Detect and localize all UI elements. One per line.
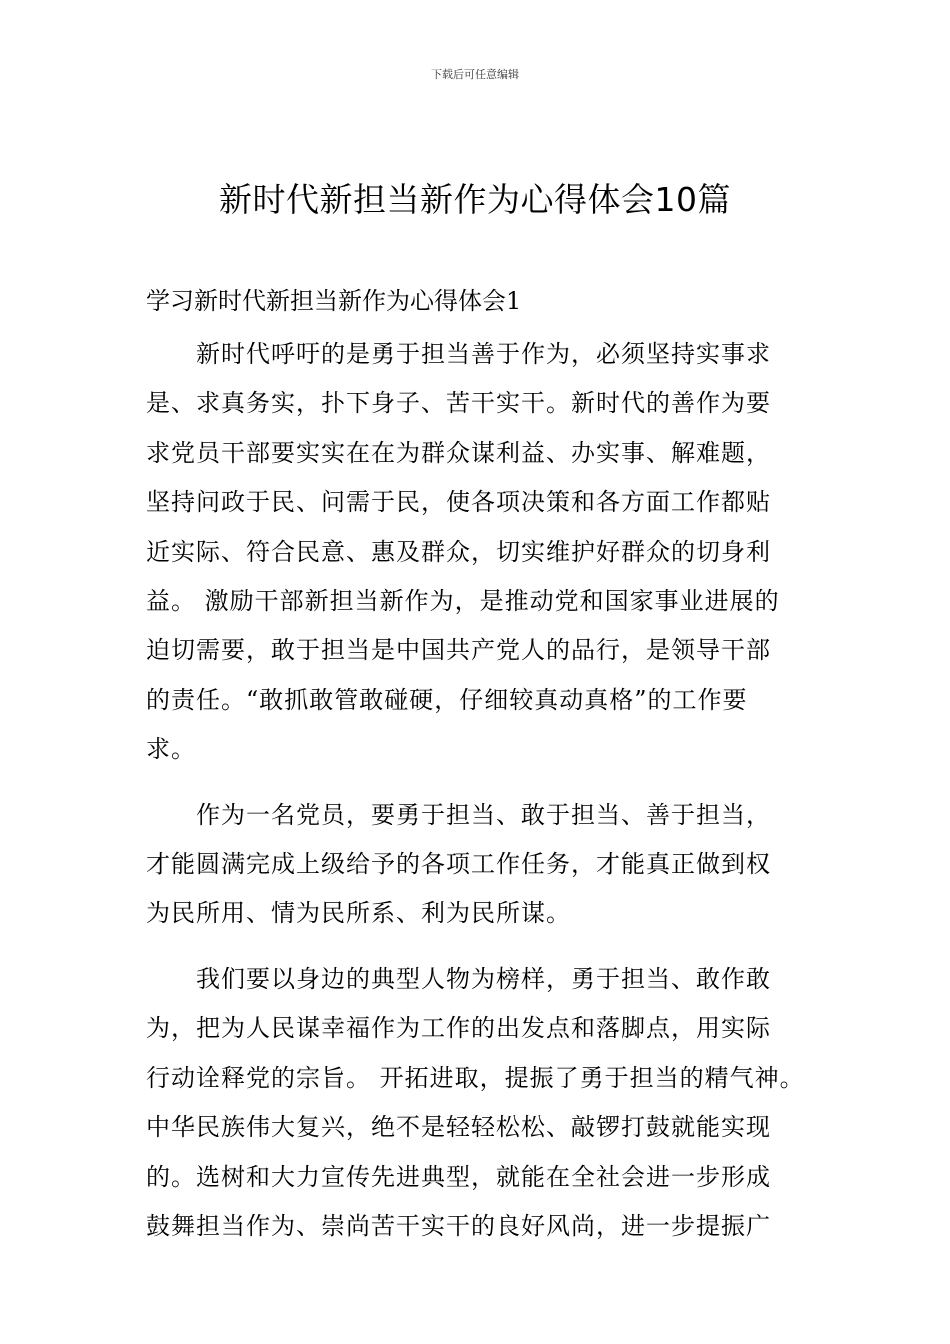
paragraph-line: 作为一名党员，要勇于担当、敢于担当、善于担当， [196, 800, 771, 829]
paragraph-line: 为民所用、情为民所系、利为民所谋。 [146, 899, 571, 928]
section-heading: 学习新时代新担当新作为心得体会1 [146, 287, 522, 315]
paragraph-line: 行动诠释党的宗旨。 开拓进取，提振了勇于担当的精气神。 [146, 1063, 805, 1092]
paragraph-line: 坚持问政于民、问需于民，使各项决策和各方面工作都贴 [146, 488, 771, 517]
paragraph-line: 的责任。“敢抓敢管敢碰硬，仔细较真动真格”的工作要 [146, 685, 748, 714]
paragraph-line: 才能圆满完成上级给予的各项工作任务，才能真正做到权 [146, 850, 771, 879]
paragraph-line: 求党员干部要实实在在为群众谋利益、办实事、解难题， [146, 438, 771, 467]
paragraph-line: 益。 激励干部新担当新作为，是推动党和国家事业进展的 [146, 587, 780, 616]
paragraph-line: 是、求真务实，扑下身子、苦干实干。新时代的善作为要 [146, 389, 771, 418]
paragraph-1 [146, 330, 806, 775]
paragraph-line: 中华民族伟大复兴，绝不是轻轻松松、敲锣打鼓就能实现 [146, 1113, 771, 1142]
paragraph-line: 迫切需要，敢于担当是中国共产党人的品行，是领导干部 [146, 636, 771, 665]
paragraph-line: 鼓舞担当作为、崇尚苦干实干的良好风尚，进一步提振广 [146, 1211, 771, 1240]
paragraph-2 [146, 791, 806, 939]
paragraph-line: 为，把为人民谋幸福作为工作的出发点和落脚点，用实际 [146, 1014, 771, 1043]
paragraph-line: 的。选树和大力宣传先进典型，就能在全社会进一步形成 [146, 1162, 771, 1191]
paragraph-line: 新时代呼吁的是勇于担当善于作为，必须坚持实事求 [196, 340, 771, 368]
document-body [146, 330, 806, 1267]
header-note: 下载后可任意编辑 [431, 68, 519, 81]
paragraph-line: 求。 [146, 735, 196, 764]
paragraph-3 [146, 955, 806, 1251]
paragraph-line: 我们要以身边的典型人物为榜样，勇于担当、敢作敢 [196, 964, 771, 993]
paragraph-line: 近实际、符合民意、惠及群众，切实维护好群众的切身利 [146, 537, 771, 566]
document-title: 新时代新担当新作为心得体会10篇 [219, 180, 731, 219]
